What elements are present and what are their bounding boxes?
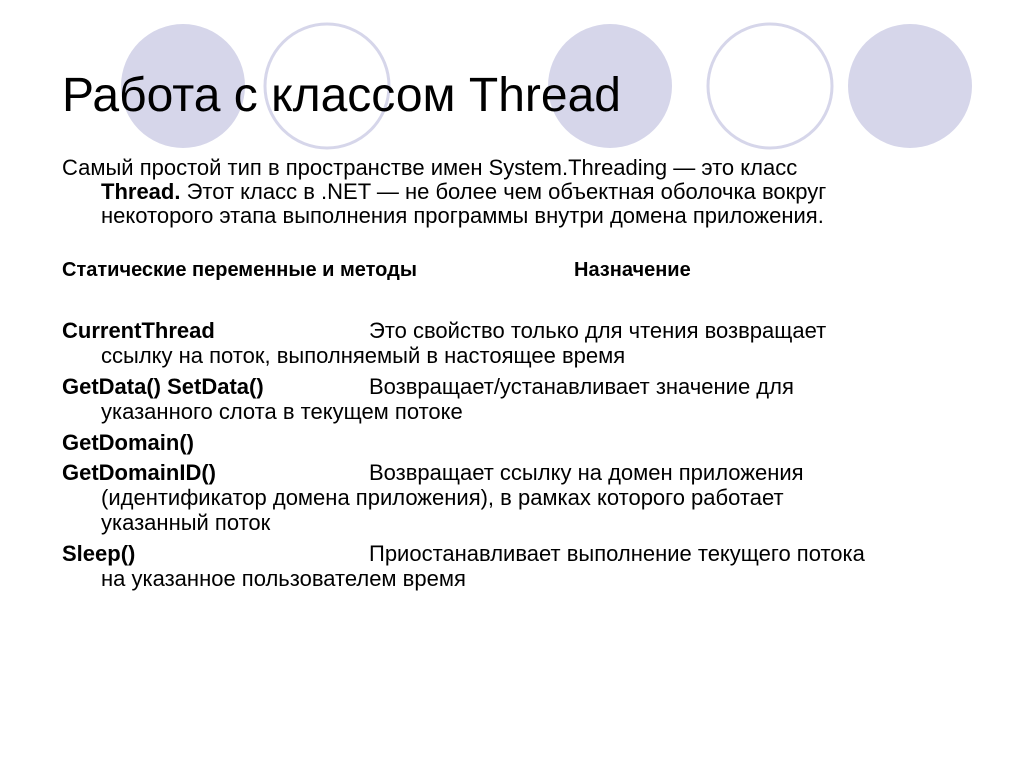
member-name: CurrentThread bbox=[62, 318, 215, 343]
column-header-members: Статические переменные и методы bbox=[62, 259, 417, 281]
member-name: GetDomain() bbox=[62, 430, 194, 455]
intro-line-2-rest: Этот класс в .NET — не более чем объектная оболочка вокруг bbox=[180, 179, 827, 204]
intro-line-1: Самый простой тип в пространстве имен System.Threading — это класс bbox=[62, 155, 798, 180]
member-description: Это свойство только для чтения возвращает bbox=[369, 318, 827, 343]
intro-paragraph bbox=[62, 156, 962, 228]
member-description-cont: на указанное пользователем время bbox=[101, 566, 466, 591]
member-name: Sleep() bbox=[62, 541, 136, 566]
member-name: GetData() SetData() bbox=[62, 374, 264, 399]
intro-line-2 bbox=[62, 180, 962, 204]
intro-line-3: некоторого этапа выполнения программы внутри домена приложения. bbox=[101, 203, 824, 228]
member-description-cont: (идентификатор домена приложения), в рамках которого работает bbox=[101, 485, 784, 510]
decor-circle-4 bbox=[708, 24, 832, 148]
member-row-getdata-setdata bbox=[62, 374, 982, 424]
member-description: Возвращает/устанавливает значение для bbox=[369, 374, 794, 399]
member-row-sleep bbox=[62, 541, 982, 591]
intro-bold-thread: Thread. bbox=[101, 179, 181, 204]
member-description: Возвращает ссылку на домен приложения bbox=[369, 460, 804, 485]
slide-title: Работа с классом Thread bbox=[62, 69, 621, 122]
member-description-cont: указанный поток bbox=[101, 510, 271, 535]
column-header-purpose: Назначение bbox=[574, 259, 691, 281]
member-description-cont: указанного слота в текущем потоке bbox=[101, 399, 463, 424]
member-description: Приостанавливает выполнение текущего потока bbox=[369, 541, 865, 566]
member-name: GetDomainID() bbox=[62, 460, 216, 485]
member-row-getdomain bbox=[62, 430, 982, 455]
member-row-currentthread bbox=[62, 318, 982, 368]
member-row-getdomainid bbox=[62, 460, 982, 535]
decor-circle-5 bbox=[848, 24, 972, 148]
member-description-cont: ссылку на поток, выполняемый в настоящее время bbox=[101, 343, 626, 368]
